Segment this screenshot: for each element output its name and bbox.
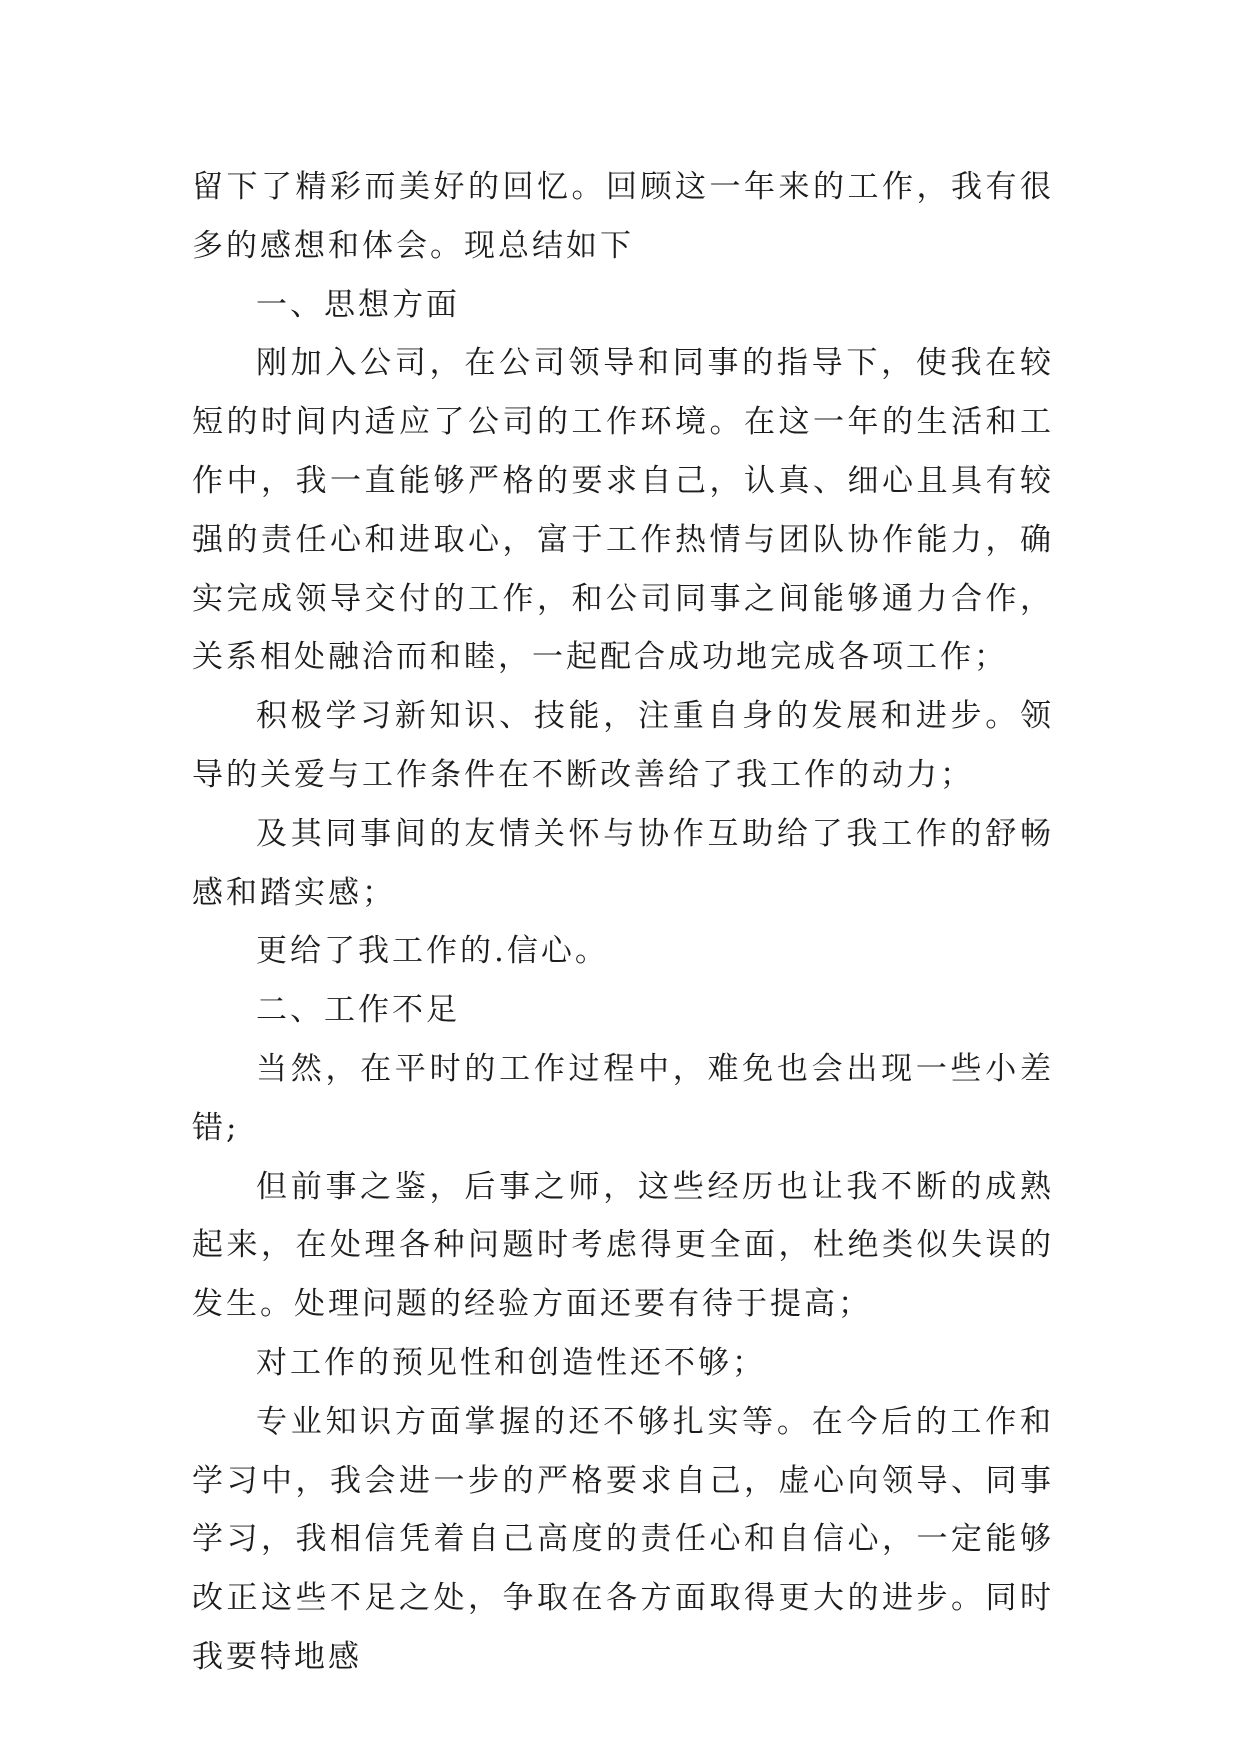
paragraph-join-company: 刚加入公司，在公司领导和同事的指导下，使我在较短的时间内适应了公司的工作环境。在这一年的生活和工作中，我一直能够严格的要求自己，认真、细心且具有较强的责任心和进取心，富于工作热情与团队协作能力，确实完成领导交付的工作，和公司同事之间能够通力合作，关系相处融洽而和睦，一起配合成功地完成各项工作； xyxy=(192,345,1054,676)
paragraph-learning: 积极学习新知识、技能，注重自身的发展和进步。领导的关爱与工作条件在不断改善给了我工作的动力； xyxy=(192,698,1054,793)
paragraph-lessons: 但前事之鉴，后事之师，这些经历也让我不断的成熟起来，在处理各种问题时考虑得更全面，杜绝类似失误的发生。处理问题的经验方面还要有待于提高； xyxy=(192,1168,1054,1323)
document-body xyxy=(192,158,1054,1687)
paragraph-confidence: 更给了我工作的.信心。 xyxy=(256,933,609,970)
section-heading-thought: 一、思想方面 xyxy=(256,286,460,323)
paragraph-foresight: 对工作的预见性和创造性还不够； xyxy=(256,1344,766,1381)
paragraph-knowledge: 专业知识方面掌握的还不够扎实等。在今后的工作和学习中，我会进一步的严格要求自己，虚心向领导、同事学习，我相信凭着自己高度的责任心和自信心，一定能够改正这些不足之处，争取在各方面取得更大的进步。同时我要特地感 xyxy=(192,1403,1054,1675)
paragraph-intro: 留下了精彩而美好的回忆。回顾这一年来的工作，我有很多的感想和体会。现总结如下 xyxy=(192,169,1054,264)
paragraph-colleagues: 及其同事间的友情关怀与协作互助给了我工作的舒畅感和踏实感； xyxy=(192,815,1054,911)
paragraph-mistakes: 当然，在平时的工作过程中，难免也会出现一些小差错; xyxy=(192,1050,1054,1146)
section-heading-shortcomings: 二、工作不足 xyxy=(256,992,460,1029)
